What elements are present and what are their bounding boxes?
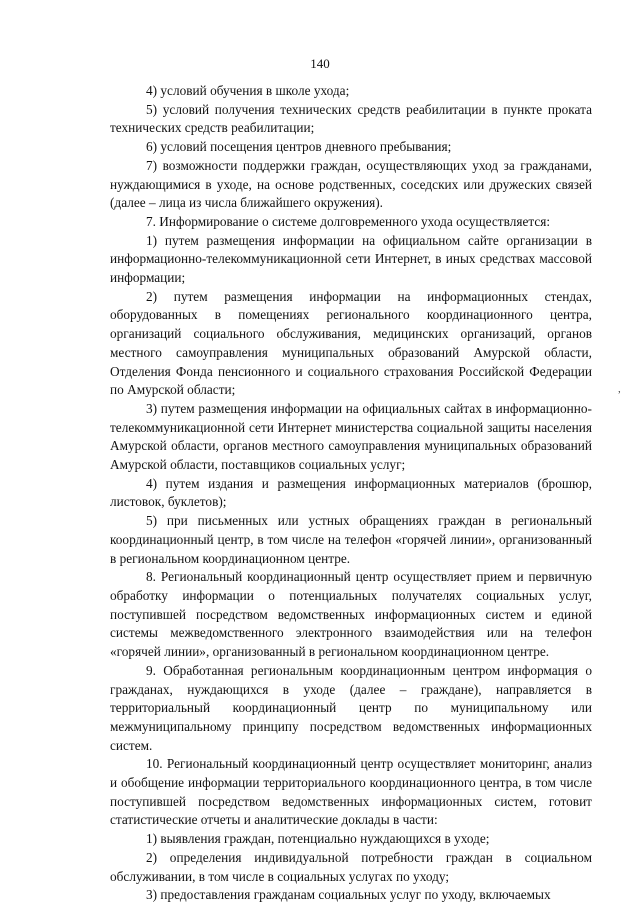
list-item-official-sites: 3) путем размещения информации на официальных сайтах в информационно-телекоммуникационной сети Интернет министерства социальной защиты населения Амурской области, органов местного самоуправления муниципальных образований Амурской области, поставщиков социальных услуг; <box>110 400 592 473</box>
margin-mark: , <box>618 383 621 395</box>
list-item-identification: 1) выявления граждан, потенциально нуждающихся в уходе; <box>146 831 490 847</box>
section-7-heading: 7. Информирование о системе долговременного ухода осуществляется: <box>146 213 551 229</box>
list-item-official-website: 1) путем размещения информации на официальном сайте организации в информационно-телекоммуникационной сети Интернет, в иных средствах массовой информации; <box>110 232 592 286</box>
list-item-conditions-training: 4) условий обучения в школе ухода; <box>146 83 350 98</box>
document-body <box>110 82 592 905</box>
page-number: 140 <box>310 56 330 71</box>
section-8-paragraph: 8. Региональный координационный центр осуществляет прием и первичную обработку информации о потенциальных получателях социальных услуг, поступившей посредством ведомственных информационных систем и единой системы межведомственного электронного взаимодействия или на телефон «горячей линии», организованный в региональном координационном центре. <box>110 569 592 660</box>
list-item-citizen-appeals: 5) при письменных или устных обращениях граждан в региональный координационный центр, в том числе на телефон «горячей линии», организованный в региональном координационном центре. <box>110 513 592 566</box>
list-item-support-caregivers: 7) возможности поддержки граждан, осуществляющих уход за гражданами, нуждающимися в уходе, на основе родственных, соседских или дружеских связей (далее – лица из числа ближайшего окружения). <box>110 157 592 211</box>
list-item-needs-assessment: 2) определения индивидуальной потребности граждан в социальном обслуживании, в том числе в социальных услугах по уходу; <box>110 849 592 884</box>
list-item-information-stands: 2) путем размещения информации на информационных стендах, оборудованных в помещениях регионального координационного центра, организаций социального обслуживания, медицинских организаций, органов местного самоуправления муниципальных образований Амурской области, Отделения Фонда пенсионного и социального страхования Российской Федерации по Амурской области; <box>110 288 592 398</box>
section-10-paragraph: 10. Региональный координационный центр осуществляет мониторинг, анализ и обобщение информации территориального координационного центра, в том числе поступившей посредством ведомственных информационных систем, готовит статистические отчеты и аналитические доклады в части: <box>110 756 592 828</box>
list-item-conditions-day-centers: 6) условий посещения центров дневного пребывания; <box>146 139 452 155</box>
section-9-paragraph: 9. Обработанная региональным координационным центром информация о гражданах, нуждающихся в уходе (далее – граждане), направляется в территориальный координационный центр по муниципальному или межмуниципальному принципу посредством ведомственных информационных систем. <box>110 662 592 753</box>
list-item-service-provision: 3) предоставления гражданам социальных услуг по уходу, включаемых <box>146 887 551 903</box>
list-item-printed-materials: 4) путем издания и размещения информационных материалов (брошюр, листовок, буклетов); <box>110 475 592 510</box>
list-item-conditions-rehab-equipment: 5) условий получения технических средств реабилитации в пункте проката технических средств реабилитации; <box>110 101 592 136</box>
